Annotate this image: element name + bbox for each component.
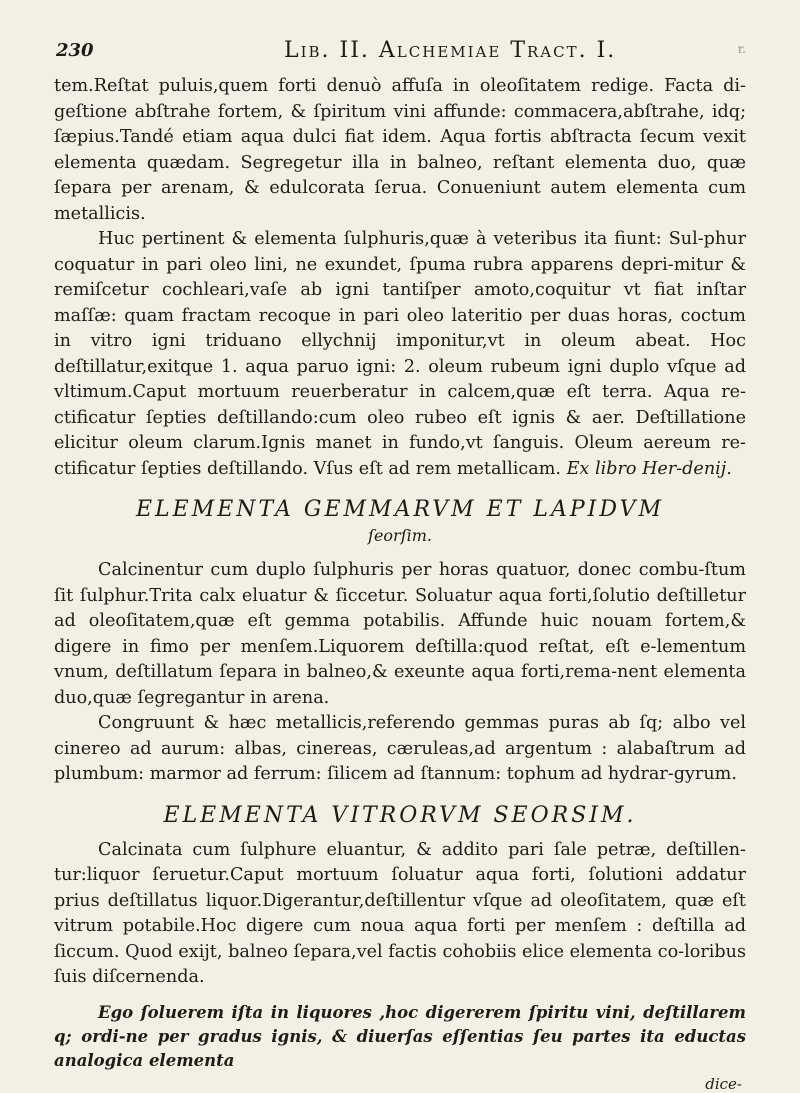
paragraph-4: Congruunt & hæc metallicis,referendo gemmas puras ab ſq; albo vel cinereo ad aurum: albas, cinereas, cæruleas,ad argentum : alabaſtrum ad plumbum: marmor ad ferrum: ſilicem ad ſtannum: tophum ad hydrar-gyrum. [54, 713, 746, 784]
page-header [54, 38, 746, 74]
paragraph-1: tem.Reſtat puluis,quem forti denuò affuſa in oleoſitatem redige. Facta di-geſtione abſtrahe fortem, & ſpiritum vini affunde: commacera,abſtrahe, idq; ſæpius.Tandé etiam aqua dulci fiat idem. Aqua fortis abſtracta ſecum vexit elementa quædam. Segregetur illa in balneo, reſtant elementa duo, quæ ſepara per arenam, & edulcorata ſerua. Conueniunt autem elementa cum metallicis. [54, 76, 746, 224]
paragraph-3: Calcinentur cum duplo ſulphuris per horas quatuor, donec combu-ſtum ſit ſulphur.Trita calx eluatur & ſiccetur. Soluatur aqua forti,ſolutio deſtilletur ad oleoſitatem,quæ eſt gemma potabilis. Affunde huic nouam fortem,& digere in fimo per menſem.Liquorem deſtilla:quod reſtat, eſt e-lementum vnum, deſtillatum ſepara in balneo,& exeunte aqua forti,rema-nent elementa duo,quæ ſegregantur in arena. [54, 560, 746, 708]
paragraph-2-source: Ex libro Her-denij. [566, 458, 732, 479]
section-subheading-gems: ſeorſim. [368, 526, 432, 545]
spacer [54, 991, 746, 1001]
running-head: Lib. II. Alchemiae Tract. I. [284, 38, 617, 63]
paragraph-2-text: Huc pertinent & elementa ſulphuris,quæ à veteribus ita fiunt: Sul-phur coquatur in pari oleo lini, ne exundet, ſpuma rubra apparens depri-mitur & remiſcetur cochleari,vaſe ab igni tantiſper amoto,coquitur vt fiat inſtar maſſæ: quam fractam recoque in pari oleo lateritio per duas horas, coctum in vitro igni triduano ellychnij imponitur,vt in oleum abeat. Hoc deſtillatur,exitque 1. aqua paruo igni: 2. oleum rubeum igni duplo vſque ad vltimum.Caput mortuum reuerberatur in calcem,quæ eſt terra. Aqua re-ctificatur ſepties deſtillando:cum oleo rubeo eſt ignis & aer. Deſtillatione elicitur oleum clarum.Ignis manet in fundo,vt ſanguis. Oleum aereum re-ctificatur ſepties deſtillando. Vſus eſt ad rem metallicam. [54, 229, 746, 479]
paragraph-6-note: Ego ſoluerem iſta in liquores ,hoc digererem ſpiritu vini, deſtillarem q; ordi-ne per gradus ignis, & diuerſas eſſentias ſeu partes ita eductas analogica elementa [54, 1002, 746, 1070]
catchword: dice- [705, 1074, 742, 1093]
paragraph-5: Calcinata cum ſulphure eluantur, & addito pari ſale petræ, deſtillen-tur:liquor ſeruetur.Caput mortuum ſoluatur aqua forti, ſolutioni addatur prius deſtillatus liquor.Digerantur,deſtillentur vſque ad oleoſitatem, quæ eſt vitrum potabile.Hoc digere cum noua aqua forti per menſem : deſtilla ad ſiccum. Quod exijt, balneo ſepara,vel factis cohobiis elice elementa co-loribus ſuis diſcernenda. [54, 839, 746, 987]
section-heading-glass: ELEMENTA VITRORVM SEORSIM. [163, 802, 637, 828]
corner-mark: r. [737, 42, 746, 56]
paragraph-2 [54, 227, 746, 482]
page-number: 230 [56, 40, 94, 61]
section-heading-gems: ELEMENTA GEMMARVM ET LAPIDVM [135, 497, 665, 522]
